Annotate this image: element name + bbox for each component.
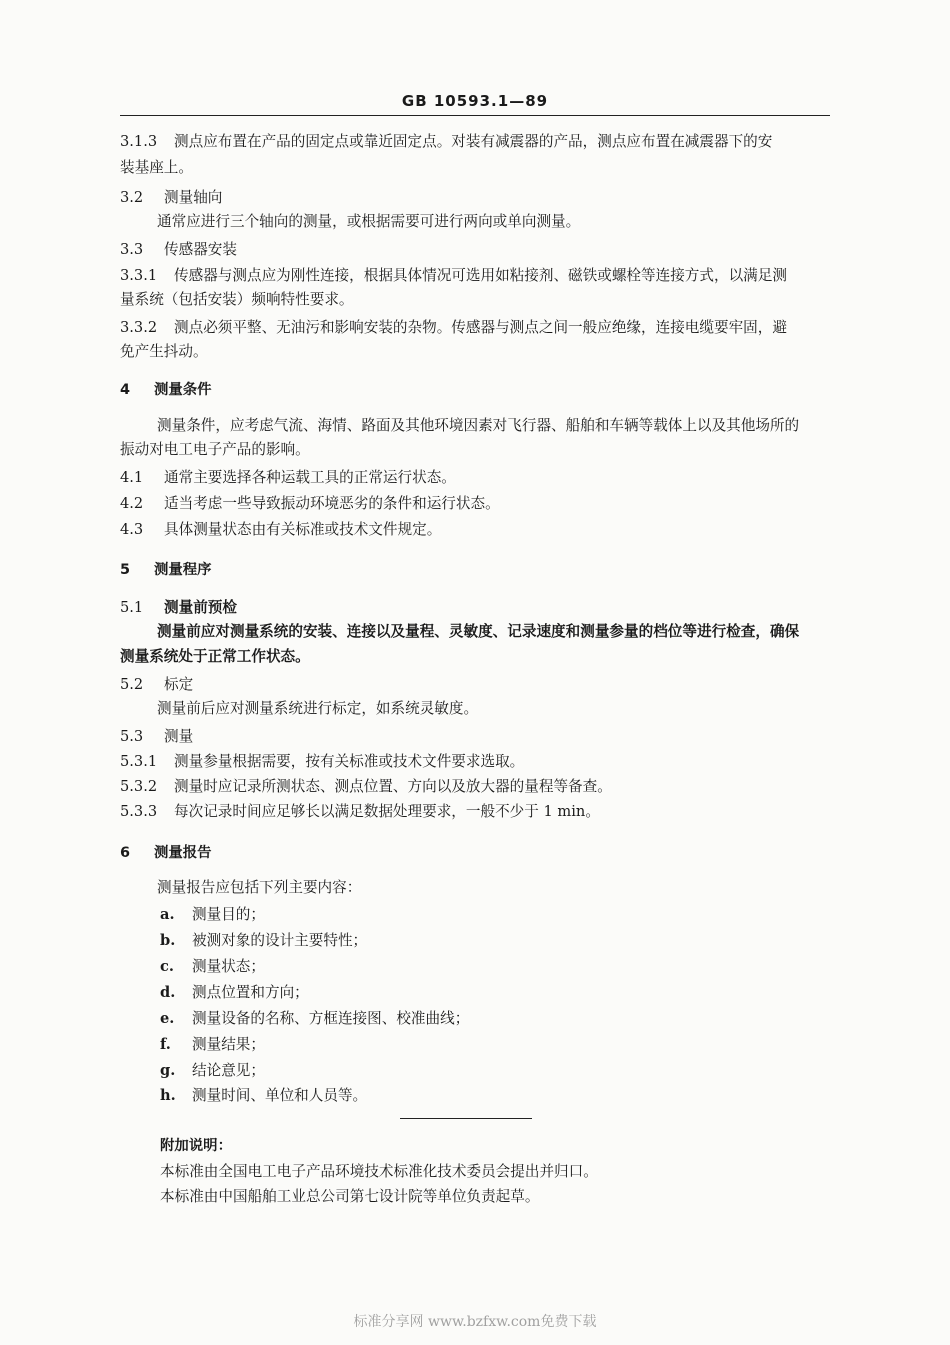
list-marker: f. [160, 1036, 171, 1053]
list-marker: a. [160, 906, 175, 923]
header-divider [120, 115, 830, 116]
clause-4-2 [120, 492, 835, 516]
clause-3-3 [120, 238, 835, 262]
section-number: 5 [120, 562, 131, 578]
appendix-line-2: 本标准由中国船舶工业总公司第七设计院等单位负责起草。 [160, 1188, 540, 1205]
section-6-heading [120, 841, 835, 865]
list-marker: e. [160, 1010, 175, 1027]
section-4-paragraph-cont: 振动对电工电子产品的影响。 [120, 441, 310, 458]
clause-5-1-paragraph: 测量前应对测量系统的安装、连接以及量程、灵敏度、记录速度和测量参量的档位等进行检查，确保 [157, 623, 800, 640]
clause-title: 标定 [164, 676, 194, 693]
clause-3-1-3 [120, 130, 835, 154]
report-item-a [160, 903, 875, 927]
list-marker: d. [160, 984, 176, 1001]
clause-title: 测量轴向 [164, 189, 223, 206]
site-watermark: 标准分享网 www.bzfxw.com免费下载 [353, 1314, 597, 1330]
list-item-text: 被测对象的设计主要特性； [192, 932, 368, 949]
clause-3-2-paragraph: 通常应进行三个轴向的测量，或根据需要可进行两向或单向测量。 [157, 213, 581, 230]
list-item-text: 测量设备的名称、方框连接图、校准曲线； [192, 1010, 470, 1027]
section-6-paragraph: 测量报告应包括下列主要内容： [157, 879, 362, 896]
list-item-text: 测量结果； [192, 1036, 265, 1053]
section-number: 4 [120, 382, 131, 398]
clause-3-3-1-cont: 量系统（包括安装）频响特性要求。 [120, 291, 354, 308]
report-item-g [160, 1059, 875, 1083]
clause-5-3-2 [120, 775, 835, 799]
appendix-title: 附加说明： [160, 1138, 232, 1154]
clause-number: 3.3 [120, 241, 144, 258]
section-5-heading [120, 558, 835, 582]
clause-number: 4.1 [120, 469, 144, 486]
clause-number: 5.3.3 [120, 803, 158, 820]
clause-number: 4.3 [120, 521, 144, 538]
clause-text: 每次记录时间应足够长以满足数据处理要求，一般不少于 1 min。 [174, 803, 600, 820]
section-title: 测量报告 [154, 845, 212, 861]
list-item-text: 测量目的； [192, 906, 265, 923]
clause-3-3-2 [120, 316, 835, 340]
clause-title: 测量前预检 [164, 599, 237, 616]
clause-number: 3.1.3 [120, 133, 158, 150]
standard-code-header: GB 10593.1—89 [401, 92, 549, 110]
clause-5-3-3 [120, 800, 835, 824]
list-item-text: 测点位置和方向； [192, 984, 309, 1001]
list-marker: c. [160, 958, 174, 975]
clause-5-3-1 [120, 750, 835, 774]
clause-number: 3.3.2 [120, 319, 158, 336]
section-title: 测量条件 [154, 382, 212, 398]
clause-number: 5.2 [120, 676, 144, 693]
list-marker: g. [160, 1062, 176, 1079]
report-item-h [160, 1084, 875, 1108]
clause-number: 5.1 [120, 599, 144, 616]
clause-text: 传感器与测点应为刚性连接，根据具体情况可选用如粘接剂、磁铁或螺栓等连接方式，以满足测 [174, 267, 787, 284]
clause-number: 3.3.1 [120, 267, 158, 284]
clause-number: 5.3.1 [120, 753, 158, 770]
list-item-text: 结论意见； [192, 1062, 265, 1079]
report-item-b [160, 929, 875, 953]
clause-3-2 [120, 186, 835, 210]
clause-3-1-3-cont: 装基座上。 [120, 159, 193, 176]
clause-number: 3.2 [120, 189, 144, 206]
section-4-paragraph: 测量条件，应考虑气流、海情、路面及其他环境因素对飞行器、船舶和车辆等载体上以及其他场所的 [157, 417, 800, 434]
clause-4-3 [120, 518, 835, 542]
clause-5-1 [120, 596, 835, 620]
clause-5-2 [120, 673, 835, 697]
clause-number: 5.3.2 [120, 778, 158, 795]
clause-3-3-1 [120, 264, 835, 288]
clause-text: 通常主要选择各种运载工具的正常运行状态。 [164, 469, 456, 486]
report-item-d [160, 981, 875, 1005]
clause-text: 具体测量状态由有关标准或技术文件规定。 [164, 521, 442, 538]
section-number: 6 [120, 845, 131, 861]
appendix-line-1: 本标准由全国电工电子产品环境技术标准化技术委员会提出并归口。 [160, 1163, 598, 1180]
clause-text: 测量时应记录所测状态、测点位置、方向以及放大器的量程等备查。 [174, 778, 612, 795]
list-item-text: 测量时间、单位和人员等。 [192, 1087, 368, 1104]
clause-title: 传感器安装 [164, 241, 237, 258]
list-marker: h. [160, 1087, 176, 1104]
clause-3-3-2-cont: 免产生抖动。 [120, 343, 208, 360]
report-item-e [160, 1007, 875, 1031]
end-divider [400, 1118, 532, 1119]
report-item-f [160, 1033, 875, 1057]
clause-number: 5.3 [120, 728, 144, 745]
clause-4-1 [120, 466, 835, 490]
report-item-c [160, 955, 875, 979]
clause-title: 测量 [164, 728, 194, 745]
section-4-heading [120, 378, 835, 402]
clause-text: 测点应布置在产品的固定点或靠近固定点。对装有减震器的产品，测点应布置在减震器下的安 [174, 133, 773, 150]
clause-text: 测点必须平整、无油污和影响安装的杂物。传感器与测点之间一般应绝缘，连接电缆要牢固，避 [174, 319, 787, 336]
clause-5-1-paragraph-cont: 测量系统处于正常工作状态。 [120, 648, 310, 665]
clause-5-3 [120, 725, 835, 749]
clause-text: 适当考虑一些导致振动环境恶劣的条件和运行状态。 [164, 495, 500, 512]
list-item-text: 测量状态； [192, 958, 265, 975]
clause-5-2-paragraph: 测量前后应对测量系统进行标定，如系统灵敏度。 [157, 700, 479, 717]
section-title: 测量程序 [154, 562, 212, 578]
list-marker: b. [160, 932, 176, 949]
clause-number: 4.2 [120, 495, 144, 512]
clause-text: 测量参量根据需要，按有关标准或技术文件要求选取。 [174, 753, 525, 770]
